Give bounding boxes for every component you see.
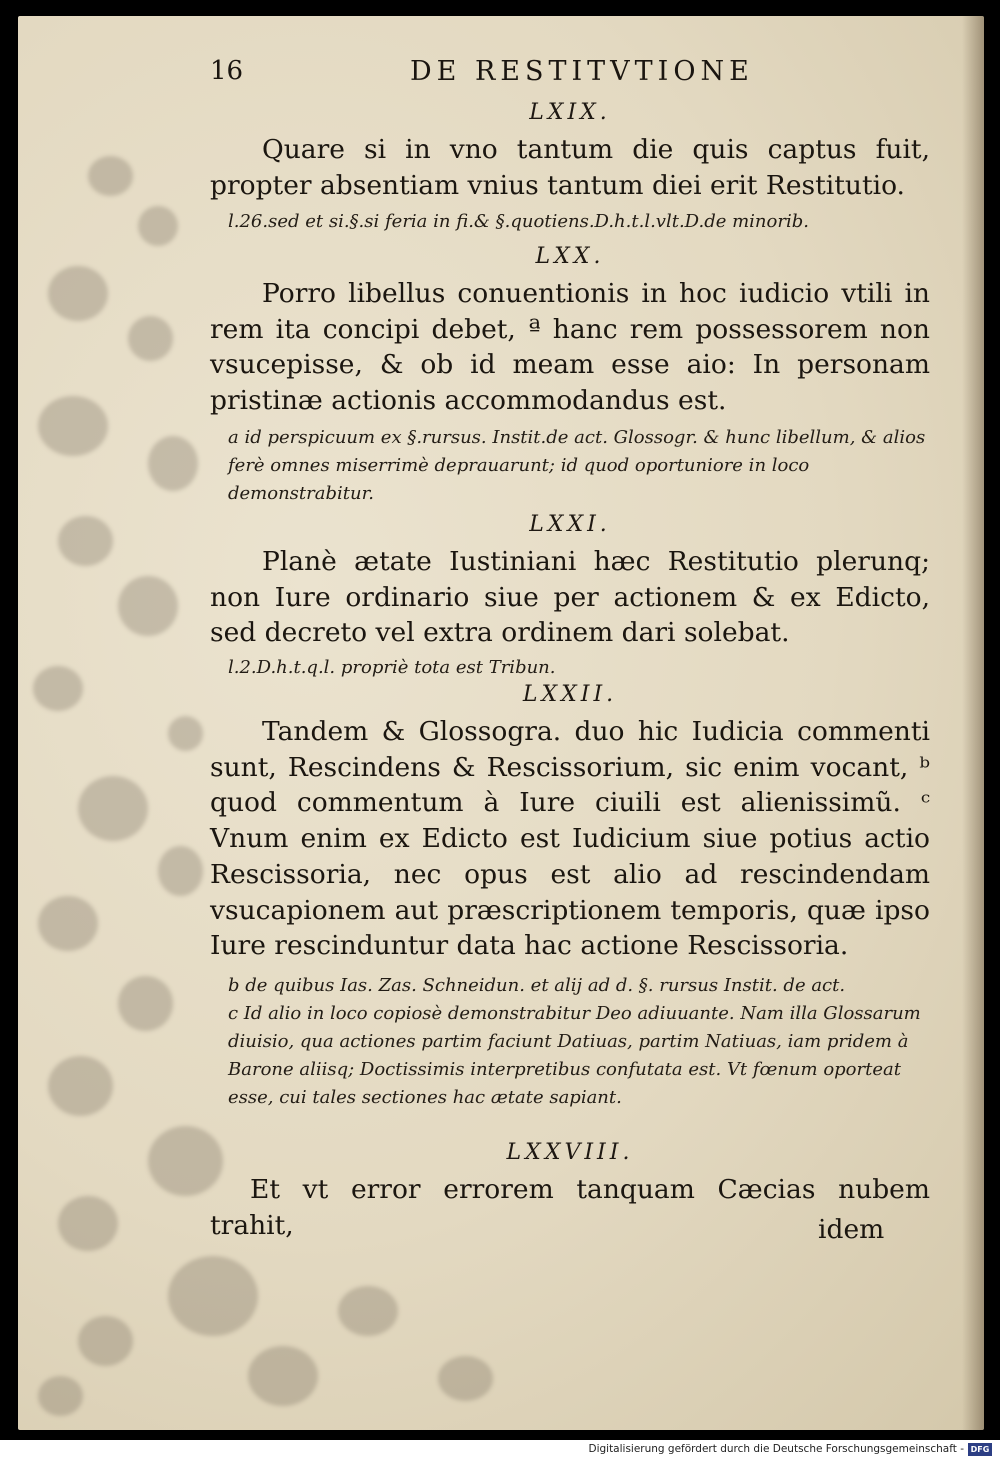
page-number: 16 — [210, 56, 244, 86]
running-head — [210, 56, 930, 96]
footer-credit: Digitalisierung gefördert durch die Deutsche Forschungsgemeinschaft - — [588, 1443, 964, 1455]
running-title: DE RESTITVTIONE — [410, 56, 754, 87]
book-page — [18, 16, 984, 1430]
section-paragraph: Planè ætate Iustiniani hæc Restitutio plerunq; non Iure ordinario siue per actionem & ex Edicto, sed decreto vel extra ordinem dari solebat. — [210, 546, 930, 649]
catchword: idem — [818, 1214, 885, 1245]
marginal-note: l.26.sed et si.§.si feria in fi.& §.quotiens.D.h.t.l.vlt.D.de minorib. — [228, 211, 809, 232]
section-heading: LXX. — [535, 244, 605, 269]
section-paragraph: Porro libellus conuentionis in hoc iudicio vtili in rem ita concipi debet, ª hanc rem possessorem non vsucepisse, & ob id meam esse aio: In personam pristinæ actionis accommodandus est. — [210, 278, 930, 417]
section-paragraph: Quare si in vno tantum die quis captus fuit, propter absentiam vnius tantum diei erit Restitutio. — [210, 134, 930, 201]
section-heading: LXIX. — [529, 100, 611, 125]
page-gutter-shadow — [962, 16, 984, 1430]
section-heading: LXXI. — [529, 512, 611, 537]
marginal-note: c Id alio in loco copiosè demonstrabitur Deo adiuuante. Nam illa Glossarum diuisio, qua actiones partim faciunt Datiuas, partim Natiuas, iam pridem à Barone aliisq; Doctissimis interpretibus confutata est. Vt fœnum oporteat esse, cui tales sectiones hac ætate sapiant. — [228, 1003, 921, 1108]
section-heading: LXXVIII. — [506, 1140, 634, 1165]
marginal-note: a id perspicuum ex §.rursus. Instit.de act. Glossogr. & hunc libellum, & alios ferè omnes miserrimè deprauarunt; id quod oportuniore in loco demonstrabitur. — [228, 427, 926, 504]
section-paragraph: Et vt error errorem tanquam Cæcias nubem trahit, — [210, 1174, 930, 1241]
dfg-logo: DFG — [968, 1443, 992, 1456]
section-paragraph: Tandem & Glossogra. duo hic Iudicia commenti sunt, Rescindens & Rescissorium, sic enim vocant, ᵇ quod commentum à Iure ciuili est alienissimũ. ᶜ Vnum enim ex Edicto est Iudicium siue potius actio Rescissoria, nec opus est alio ad rescindendam vsucapionem aut præscriptionem temporis, quæ ipso Iure rescinduntur data hac actione Rescissoria. — [210, 716, 930, 962]
footer-bar — [0, 1440, 1000, 1460]
marginal-note: b de quibus Ias. Zas. Schneidun. et alij ad d. §. rursus Instit. de act. — [228, 975, 846, 996]
marginal-note: l.2.D.h.t.q.l. propriè tota est Tribun. — [228, 657, 556, 678]
section-heading: LXXII. — [522, 682, 618, 707]
